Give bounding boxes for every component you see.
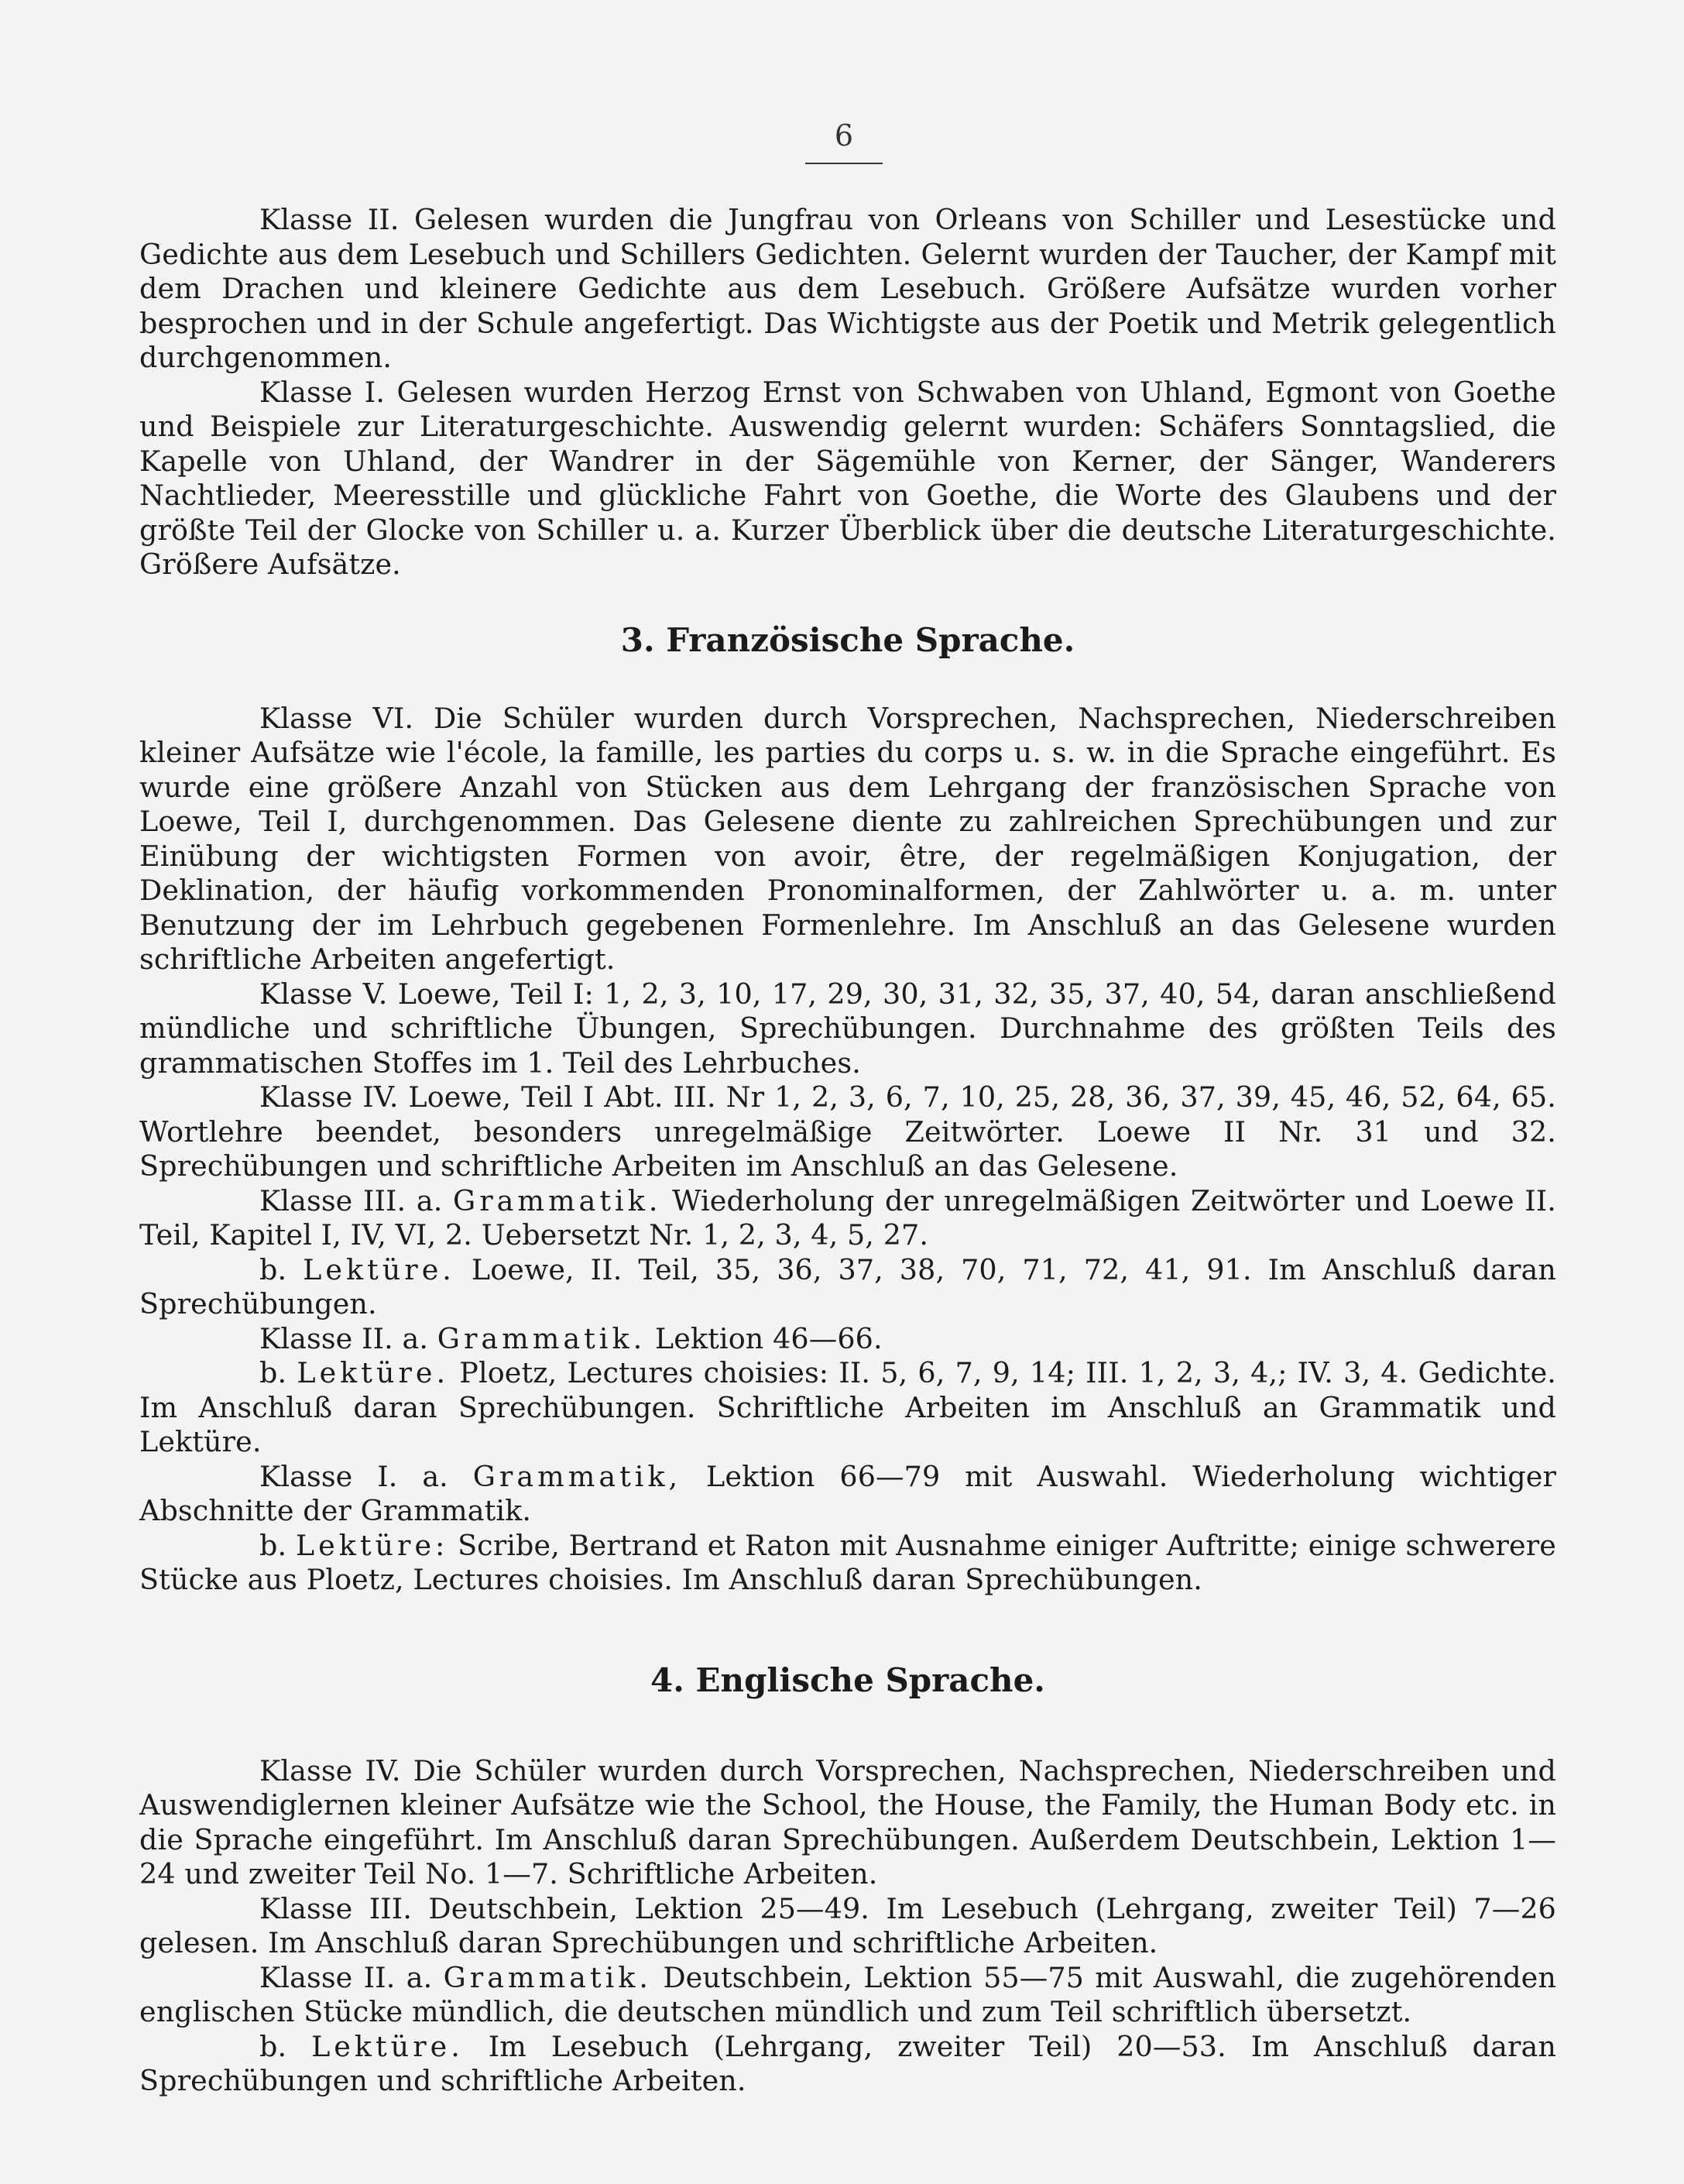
page-number-rule bbox=[805, 163, 883, 164]
franz-klasse-3a-prefix: Klasse III. a. bbox=[259, 1183, 454, 1217]
franz-klasse-3b-paragraph bbox=[139, 1253, 1556, 1322]
franz-klasse-2a-spaced-label: Grammatik. bbox=[437, 1321, 647, 1355]
franz-klasse-2a-text: Lektion 46—66. bbox=[646, 1321, 883, 1355]
franz-klasse-3a-text: Wiederholung der unregelmäßigen Zeitwörter und Loewe II. Teil, Kapitel I, IV, VI, 2. Uebersetzt Nr. 1, 2, 3, 4, 5, 27. bbox=[139, 1183, 1556, 1252]
section-heading-franzoesisch: 3. Französische Sprache. bbox=[620, 620, 1075, 659]
page-number: 6 bbox=[834, 118, 854, 153]
engl-klasse-2a-paragraph bbox=[139, 1961, 1556, 2030]
engl-klasse-2a-spaced-label: Grammatik. bbox=[443, 1960, 653, 1994]
franz-klasse-1b-text: Scribe, Bertrand et Raton mit Ausnahme einiger Auftritte; einige schwerere Stücke aus Ploetz, Lectures choisies. Im Anschluß daran Sprechübungen. bbox=[139, 1528, 1556, 1596]
deutsch-klasse-2-paragraph: Klasse II. Gelesen wurden die Jungfrau von Orleans von Schiller und Lesestücke und Gedichte aus dem Lesebuch und Schillers Gedichten. Gelernt wurden der Taucher, der Kampf mit dem Drachen und kleinere Gedichte aus dem Lesebuch. Größere Aufsätze wurden vorher besprochen und in der Schule angefertigt. Das Wichtigste aus der Poetik und Metrik gelegentlich durchgenommen. bbox=[139, 203, 1556, 374]
franz-klasse-3b-text: Loewe, II. Teil, 35, 36, 37, 38, 70, 71, 72, 41, 91. Im Anschluß daran Sprechübungen. bbox=[139, 1252, 1556, 1320]
franz-klasse-3b-prefix: b. bbox=[259, 1252, 304, 1286]
engl-klasse-3-paragraph: Klasse III. Deutschbein, Lektion 25—49. Im Lesebuch (Lehrgang, zweiter Teil) 7—26 gelesen. Im Anschluß daran Sprechübungen und schriftliche Arbeiten. bbox=[139, 1891, 1556, 1959]
franz-klasse-2b-prefix: b. bbox=[259, 1356, 297, 1389]
engl-klasse-2a-prefix: Klasse II. a. bbox=[259, 1960, 444, 1994]
franz-klasse-1b-prefix: b. bbox=[259, 1528, 296, 1562]
franz-klasse-1a-text: Lektion 66—79 mit Auswahl. Wiederholung wichtiger Abschnitte der Grammatik. bbox=[139, 1459, 1556, 1527]
franz-klasse-3a-spaced-label: Grammatik. bbox=[453, 1183, 662, 1217]
franz-klasse-3a-paragraph bbox=[139, 1184, 1556, 1253]
engl-klasse-2a-text: Deutschbein, Lektion 55—75 mit Auswahl, die zugehörenden englischen Stücke mündlich, die deutschen mündlich und zum Teil schriftlich übersetzt. bbox=[139, 1960, 1556, 2028]
franz-klasse-2b-paragraph bbox=[139, 1356, 1556, 1460]
franz-klasse-1b-paragraph bbox=[139, 1529, 1556, 1598]
franz-klasse-1a-spaced-label: Grammatik, bbox=[472, 1459, 682, 1493]
deutsch-klasse-1-paragraph: Klasse I. Gelesen wurden Herzog Ernst von Schwaben von Uhland, Egmont von Goethe und Beispiele zur Literaturgeschichte. Auswendig gelernt wurden: Schäfers Sonntagslied, die Kapelle von Uhland, der Wandrer in der Sägemühle von Kerner, der Sänger, Wanderers Nachtlieder, Meeresstille und glückliche Fahrt von Goethe, die Worte des Glaubens und der größte Teil der Glocke von Schiller u. a. Kurzer Überblick über die deutsche Literaturgeschichte. Größere Aufsätze. bbox=[139, 375, 1556, 581]
franz-klasse-4-paragraph: Klasse IV. Loewe, Teil I Abt. III. Nr 1, 2, 3, 6, 7, 10, 25, 28, 36, 37, 39, 45, 46, 52, 64, 65. Wortlehre beendet, besonders unregelmäßige Zeitwörter. Loewe II Nr. 31 und 32. Sprechübungen und schriftliche Arbeiten im Anschluß an das Gelesene. bbox=[139, 1080, 1556, 1183]
franz-klasse-3b-spaced-label: Lektüre. bbox=[303, 1252, 455, 1286]
franz-klasse-2a-paragraph bbox=[139, 1322, 1556, 1357]
page-body bbox=[139, 203, 1556, 2099]
franz-klasse-5-paragraph: Klasse V. Loewe, Teil I: 1, 2, 3, 10, 17, 29, 30, 31, 32, 35, 37, 40, 54, daran anschließend mündliche und schriftliche Übungen, Sprechübungen. Durchnahme des größten Teils des grammatischen Stoffes im 1. Teil des Lehrbuches. bbox=[139, 977, 1556, 1080]
engl-klasse-2b-prefix: b. bbox=[259, 2029, 312, 2063]
engl-klasse-2b-spaced-label: Lektüre. bbox=[311, 2029, 464, 2063]
franz-klasse-6-paragraph: Klasse VI. Die Schüler wurden durch Vorsprechen, Nachsprechen, Niederschreiben kleiner Aufsätze wie l'école, la famille, les parties du corps u. s. w. in die Sprache eingeführt. Es wurde eine größere Anzahl von Stücken aus dem Lehrgang der französischen Sprache von Loewe, Teil I, durchgenommen. Das Gelesene diente zu zahlreichen Sprechübungen und zur Einübung der wichtigsten Formen von avoir, être, der regelmäßigen Konjugation, der Deklination, der häufig vorkommenden Pronominalformen, der Zahlwörter u. a. m. unter Benutzung der im Lehrbuch gegebenen Formenlehre. Im Anschluß an das Gelesene wurden schriftliche Arbeiten angefertigt. bbox=[139, 701, 1556, 976]
franz-klasse-2b-text: Ploetz, Lectures choisies: II. 5, 6, 7, 9, 14; III. 1, 2, 3, 4,; IV. 3, 4. Gedichte. Im Anschluß daran Sprechübungen. Schriftliche Arbeiten im Anschluß an Grammatik und Lektüre. bbox=[139, 1356, 1556, 1458]
engl-klasse-2b-paragraph bbox=[139, 2030, 1556, 2099]
franz-klasse-2a-prefix: Klasse II. a. bbox=[259, 1321, 437, 1355]
engl-klasse-2b-text: Im Lesebuch (Lehrgang, zweiter Teil) 20—53. Im Anschluß daran Sprechübungen und schriftliche Arbeiten. bbox=[139, 2029, 1556, 2097]
franz-klasse-1a-paragraph bbox=[139, 1460, 1556, 1529]
franz-klasse-1b-spaced-label: Lektüre: bbox=[295, 1528, 449, 1562]
franz-klasse-2b-spaced-label: Lektüre. bbox=[297, 1356, 450, 1389]
franz-klasse-1a-prefix: Klasse I. a. bbox=[259, 1459, 473, 1493]
engl-klasse-4-paragraph: Klasse IV. Die Schüler wurden durch Vorsprechen, Nachsprechen, Niederschreiben und Auswendiglernen kleiner Aufsätze wie the School, the House, the Family, the Human Body etc. in die Sprache eingeführt. Im Anschluß daran Sprechübungen. Außerdem Deutschbein, Lektion 1—24 und zweiter Teil No. 1—7. Schriftliche Arbeiten. bbox=[139, 1753, 1556, 1890]
section-heading-englisch: 4. Englische Sprache. bbox=[650, 1660, 1045, 1699]
